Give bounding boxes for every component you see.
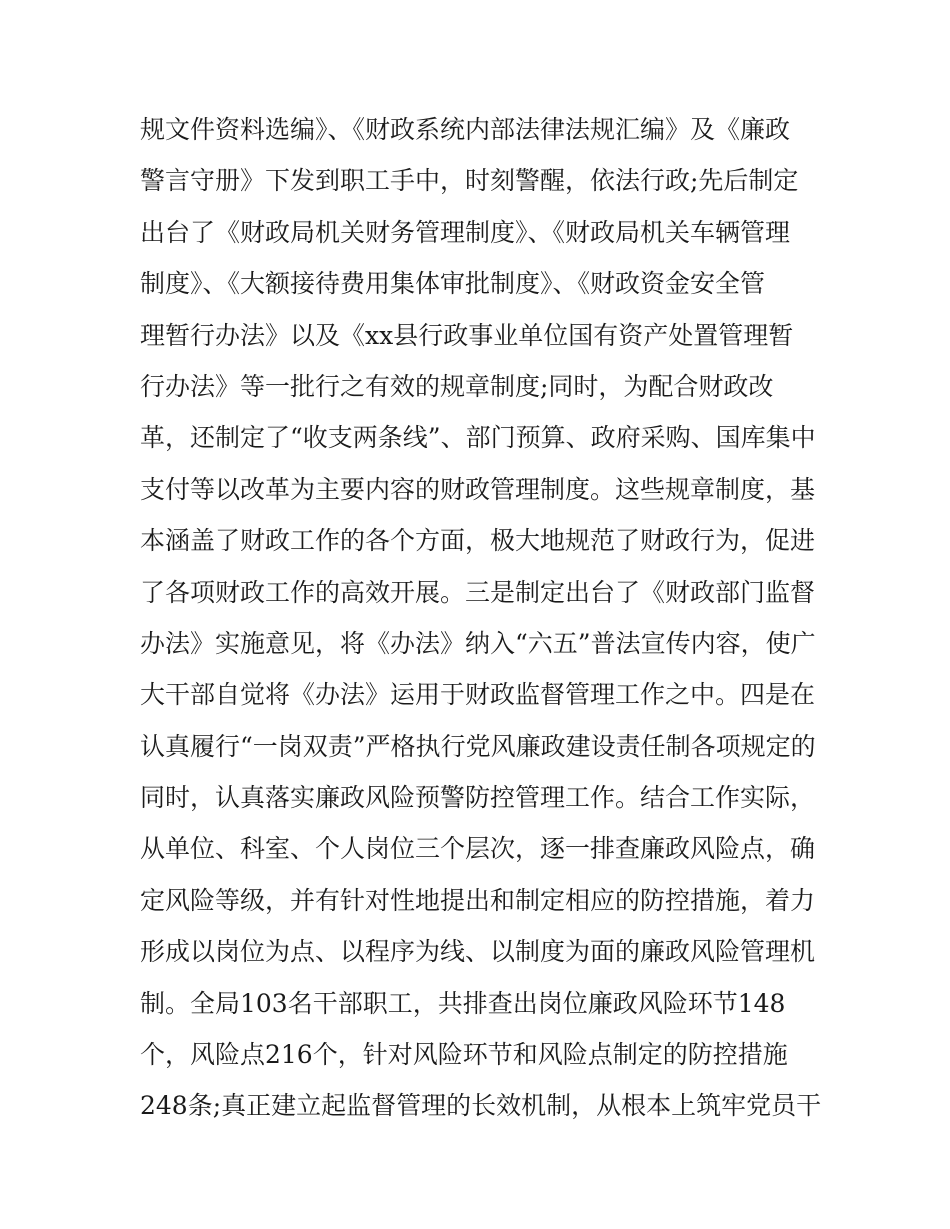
text-line: 248条;真正建立起监督管理的长效机制，从根本上筑牢党员干 — [140, 1091, 822, 1121]
text-line: 制度》、《大额接待费用集体审批制度》、《财政资金安全管 — [140, 269, 766, 299]
text-line: 从单位、科室、个人岗位三个层次，逐一排查廉政风险点，确 — [140, 834, 816, 864]
text-line: 出台了《财政局机关财务管理制度》、《财政局机关车辆管理 — [140, 217, 791, 247]
text-line: 制。全局103名干部职工，共排查出岗位廉政风险环节148 — [140, 988, 786, 1018]
text-line: 个，风险点216个，针对风险环节和风险点制定的防控措施 — [140, 1040, 788, 1070]
text-line: 规文件资料选编》、《财政系统内部法律法规汇编》及《廉政 — [140, 115, 791, 144]
text-line: 行办法》等一批行之有效的规章制度;同时，为配合财政改 — [140, 371, 774, 401]
text-line: 认真履行“一岗双责”严格执行党风廉政建设责任制各项规定的 — [140, 731, 816, 761]
text-line: 支付等以改革为主要内容的财政管理制度。这些规章制度，基 — [140, 474, 816, 504]
text-line: 警言守册》下发到职工手中，时刻警醒，依法行政;先后制定 — [140, 166, 799, 196]
text-line: 同时，认真落实廉政风险预警防控管理工作。结合工作实际， — [140, 783, 816, 813]
body-text — [140, 110, 820, 1138]
text-line: 办法》实施意见，将《办法》纳入“六五”普法宣传内容，使广 — [140, 628, 816, 658]
text-line: 革，还制定了“收支两条线”、部门预算、政府采购、国库集中 — [140, 423, 816, 453]
text-line: 大干部自觉将《办法》运用于财政监督管理工作之中。四是在 — [140, 680, 816, 710]
text-line: 了各项财政工作的高效开展。三是制定出台了《财政部门监督 — [140, 577, 816, 607]
text-line: 本涵盖了财政工作的各个方面，极大地规范了财政行为，促进 — [140, 526, 816, 556]
text-line: 定风险等级，并有针对性地提出和制定相应的防控措施，着力 — [140, 885, 816, 915]
text-line: 形成以岗位为点、以程序为线、以制度为面的廉政风险管理机 — [140, 937, 816, 967]
text-line: 理暂行办法》以及《xx县行政事业单位国有资产处置管理暂 — [140, 320, 794, 350]
